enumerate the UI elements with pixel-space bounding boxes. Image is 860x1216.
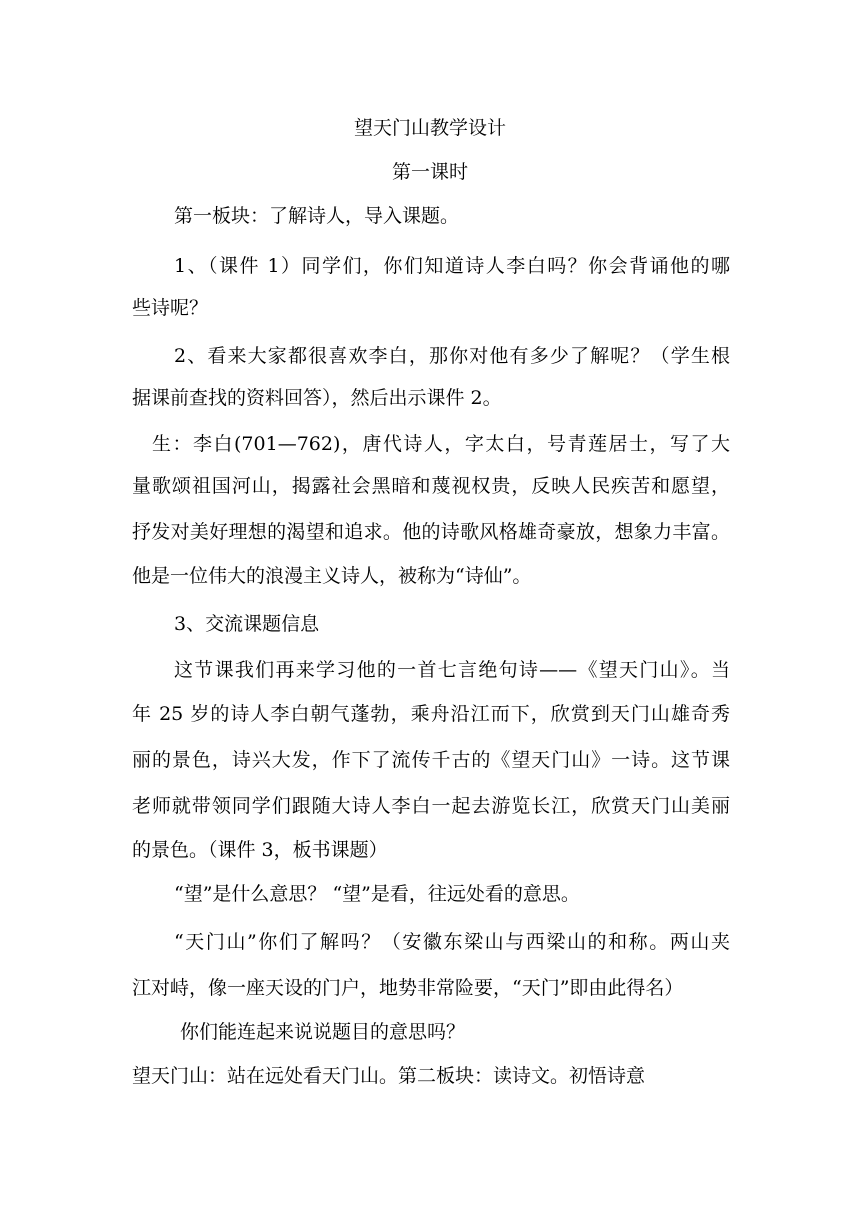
paragraph-line: 的景色。（课件 3，板书课题） — [132, 839, 388, 861]
paragraph-line: 老师就带领同学们跟随大诗人李白一起去游览长江，欣赏天门山美丽 — [132, 795, 730, 817]
section-heading-1: 第一板块：了解诗人，导入课题。 — [174, 205, 460, 227]
paragraph-line: 他是一位伟大的浪漫主义诗人，被称为“诗仙”。 — [132, 565, 532, 587]
paragraph-line: 年 25 岁的诗人李白朝气蓬勃，乘舟沿江而下，欣赏到天门山雄奇秀 — [132, 703, 730, 725]
paragraph-line: 丽的景色，诗兴大发，作下了流传千古的《望天门山》一诗。这节课 — [132, 749, 730, 771]
section-heading-3: 3、交流课题信息 — [174, 613, 320, 635]
paragraph-line: 抒发对美好理想的渴望和追求。他的诗歌风格雄奇豪放，想象力丰富。 — [132, 521, 730, 543]
document-subtitle: 第一课时 — [391, 161, 468, 183]
paragraph-line: 1、（课件 1）同学们，你们知道诗人李白吗？你会背诵他的哪 — [174, 255, 730, 277]
paragraph-line: 望天门山：站在远处看天门山。第二板块：读诗文。初悟诗意 — [132, 1065, 646, 1087]
paragraph-line: 你们能连起来说说题目的意思吗？ — [180, 1021, 466, 1043]
document-title: 望天门山教学设计 — [353, 117, 506, 139]
paragraph-line: 些诗呢？ — [132, 297, 209, 319]
paragraph-line: “望”是什么意思？ “望”是看，往远处看的意思。 — [174, 883, 580, 905]
paragraph-line: “天门山”你们了解吗？（安徽东梁山与西梁山的和称。两山夹 — [174, 931, 730, 953]
paragraph-line: 生：李白(701—762)，唐代诗人，字太白，号青莲居士，写了大 — [152, 433, 730, 455]
paragraph-line: 江对峙，像一座天设的门户，地势非常险要，“天门”即由此得名） — [132, 977, 684, 999]
paragraph-line: 量歌颂祖国河山，揭露社会黑暗和蔑视权贵，反映人民疾苦和愿望， — [132, 475, 730, 497]
paragraph-line: 2、看来大家都很喜欢李白，那你对他有多少了解呢？（学生根 — [174, 345, 730, 367]
paragraph-line: 这节课我们再来学习他的一首七言绝句诗——《望天门山》。当 — [174, 659, 730, 681]
paragraph-line: 据课前查找的资料回答），然后出示课件 2。 — [132, 387, 502, 409]
